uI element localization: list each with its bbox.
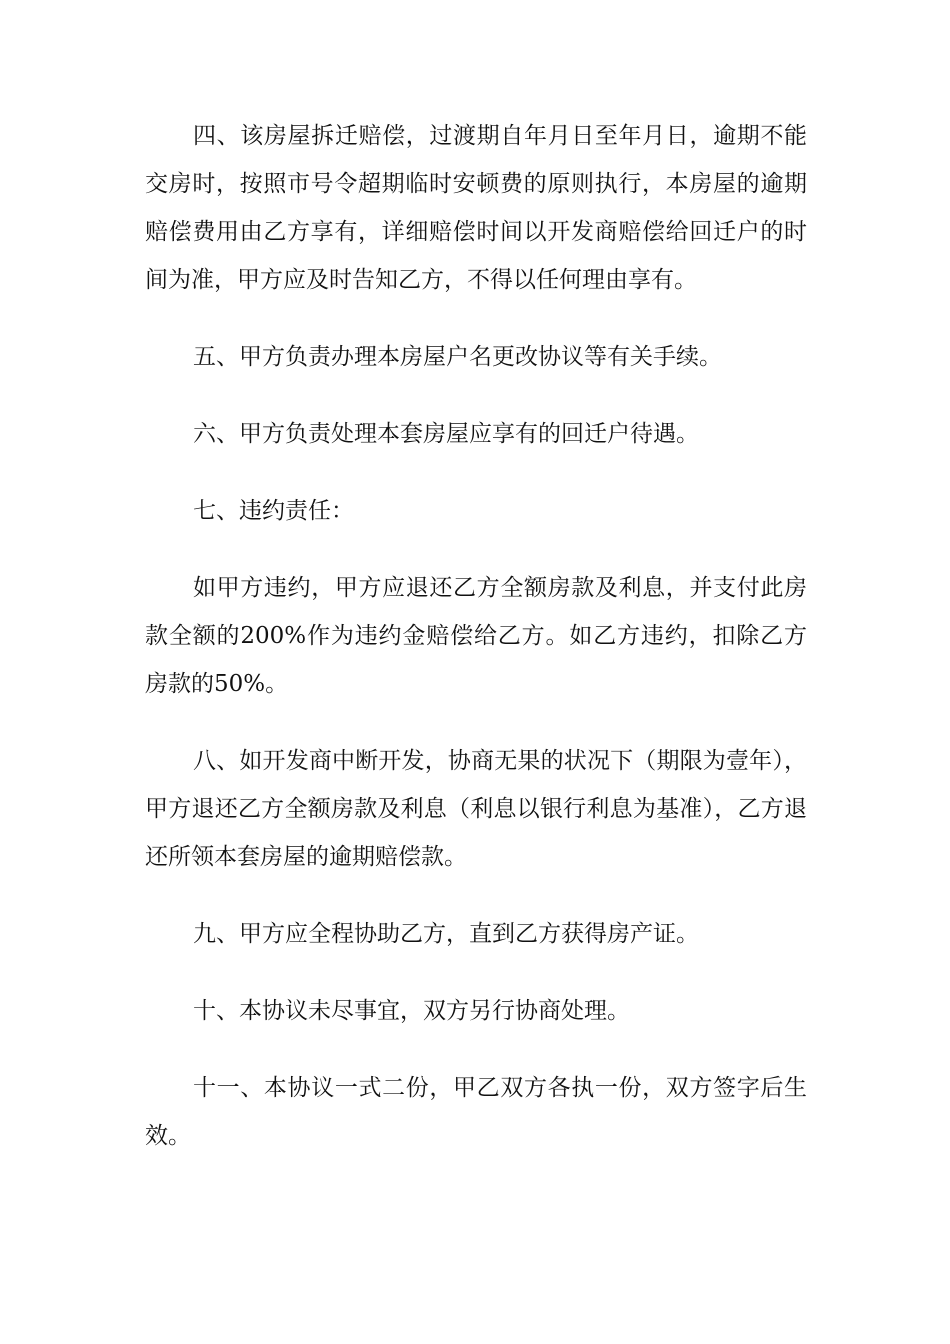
clause-9-paragraph: 九、甲方应全程协助乙方，直到乙方获得房产证。 [193,921,699,947]
clause-4-paragraph: 四、该房屋拆迁赔偿，过渡期自年月日至年月日，逾期不能交房时，按照市号令超期临时安顿费的原则执行，本房屋的逾期赔偿费用由乙方享有，详细赔偿时间以开发商赔偿给回迁户的时间为准，甲方应及时告知乙方，不得以任何理由享有。 [145,123,807,293]
clause-5-paragraph: 五、甲方负责办理本房屋户名更改协议等有关手续。 [193,344,722,370]
clause-8-paragraph: 八、如开发商中断开发，协商无果的状况下（期限为壹年），甲方退还乙方全额房款及利息（利息以银行利息为基准），乙方退还所领本套房屋的逾期赔偿款。 [145,748,807,870]
clause-6-paragraph: 六、甲方负责处理本套房屋应享有的回迁户待遇。 [193,421,699,447]
breach-terms-paragraph: 如甲方违约，甲方应退还乙方全额房款及利息，并支付此房款全额的200%作为违约金赔偿给乙方。如乙方违约，扣除乙方房款的50%。 [145,575,807,697]
clause-11-paragraph: 十一、本协议一式二份，甲乙双方各执一份，双方签字后生效。 [145,1075,807,1149]
clause-7-heading: 七、违约责任： [193,498,354,524]
clause-10-paragraph: 十、本协议未尽事宜，双方另行协商处理。 [193,998,630,1024]
document-body [145,112,807,1189]
